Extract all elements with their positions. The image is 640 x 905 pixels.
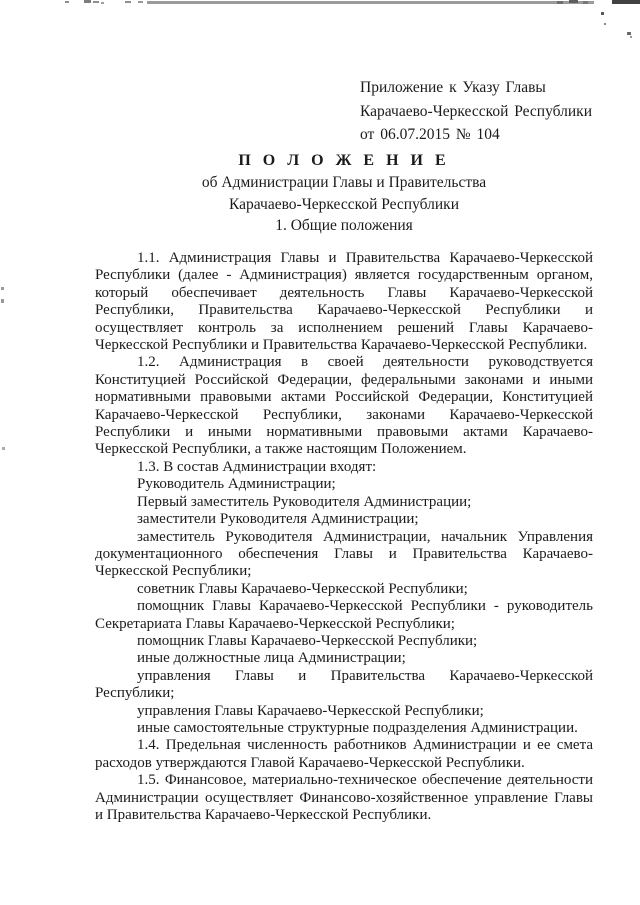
paragraph: 1.3. В состав Администрации входят: <box>137 458 377 475</box>
paragraph: 1.1. Администрация Главы и Правительства Карачаево-Черкесской Республики (далее - Администрация) является государственным органом, который обеспечивает деятельность Главы Карачаево-Черкесской Республики, Правительства Карачаево-Черкесской Республики и осуществляет контроль за исполнением решений Главы Карачаево-Черкесской Республики и Правительства Карачаево-Черкесской Республики. <box>95 250 593 354</box>
scan-artifact-dash <box>138 1 143 3</box>
paragraph: 1.5. Финансовое, материально-техническое обеспечение деятельности Администрации осуществляет Финансово-хозяйственное управление Главы и Правительства Карачаево-Черкесской Республики. <box>95 772 593 823</box>
section-heading: 1. Общие положения <box>275 217 413 234</box>
document-title-block <box>95 150 593 215</box>
scan-artifact-dash <box>583 1 588 4</box>
paragraph: помощник Главы Карачаево-Черкесской Республики - руководитель Секретариата Главы Карачаево-Черкесской Республики; <box>95 598 593 632</box>
scan-artifact-dash <box>101 2 104 4</box>
scan-artifact-speck <box>2 447 5 450</box>
document-subtitle-line1: об Администрации Главы и Правительства <box>201 174 487 191</box>
paragraph: заместители Руководителя Администрации; <box>137 511 419 528</box>
appendix-reference-block <box>360 76 592 147</box>
paragraph: иные самостоятельные структурные подразделения Администрации. <box>137 719 578 736</box>
scan-artifact-dash <box>65 1 69 3</box>
document-title: П О Л О Ж Е Н И Е <box>238 152 450 169</box>
paragraph: заместитель Руководителя Администрации, начальник Управления документационного обеспечения Главы и Правительства Карачаево-Черкесской Республики; <box>95 528 593 580</box>
paragraph: 1.4. Предельная численность работников Администрации и ее смета расходов утверждаются Главой Карачаево-Черкесской Республики. <box>95 737 593 771</box>
scan-artifact-top-line <box>147 1 594 4</box>
paragraph: Руководитель Администрации; <box>137 476 336 493</box>
scan-artifact-dash <box>557 1 563 4</box>
scan-artifact-dash <box>84 0 91 3</box>
appendix-line: Приложение к Указу Главы <box>360 79 546 96</box>
document-subtitle-line2: Карачаево-Черкесской Республики <box>229 195 459 213</box>
scan-artifact-speck <box>604 23 606 25</box>
appendix-line: от 06.07.2015 № 104 <box>360 126 500 143</box>
scan-artifact-speck <box>1 299 4 303</box>
paragraph: иные должностные лица Администрации; <box>137 650 406 667</box>
scan-artifact-speck <box>627 32 631 35</box>
scan-artifact-dash <box>125 1 131 3</box>
paragraph: управления Главы Карачаево-Черкесской Республики; <box>137 702 484 719</box>
scan-artifact-corner-bar <box>612 0 640 4</box>
scan-artifact-speck <box>601 12 604 15</box>
appendix-line: Карачаево-Черкесской Республики <box>360 102 592 120</box>
paragraph: помощник Главы Карачаево-Черкесской Республики; <box>137 632 478 649</box>
paragraph: Первый заместитель Руководителя Администрации; <box>137 493 472 510</box>
paragraph: 1.2. Администрация в своей деятельности руководствуется Конституцией Российской Федерации, федеральными законами и иными нормативными правовыми актами Российской Федерации, Конституцией Карачаево-Черкесской Республики, законами Карачаево-Черкесской Республики и иными нормативными правовыми актами Карачаево-Черкесской Республики, а также настоящим Положением. <box>95 354 593 458</box>
paragraph: советник Главы Карачаево-Черкесской Республики; <box>137 580 468 597</box>
paragraph: управления Главы и Правительства Карачаево-Черкесской Республики; <box>95 667 593 702</box>
scan-artifact-dash <box>93 1 99 3</box>
scan-artifact-speck <box>630 36 632 38</box>
scan-artifact-speck <box>1 287 4 290</box>
scan-artifact-dash <box>569 0 578 3</box>
document-body <box>95 250 593 824</box>
